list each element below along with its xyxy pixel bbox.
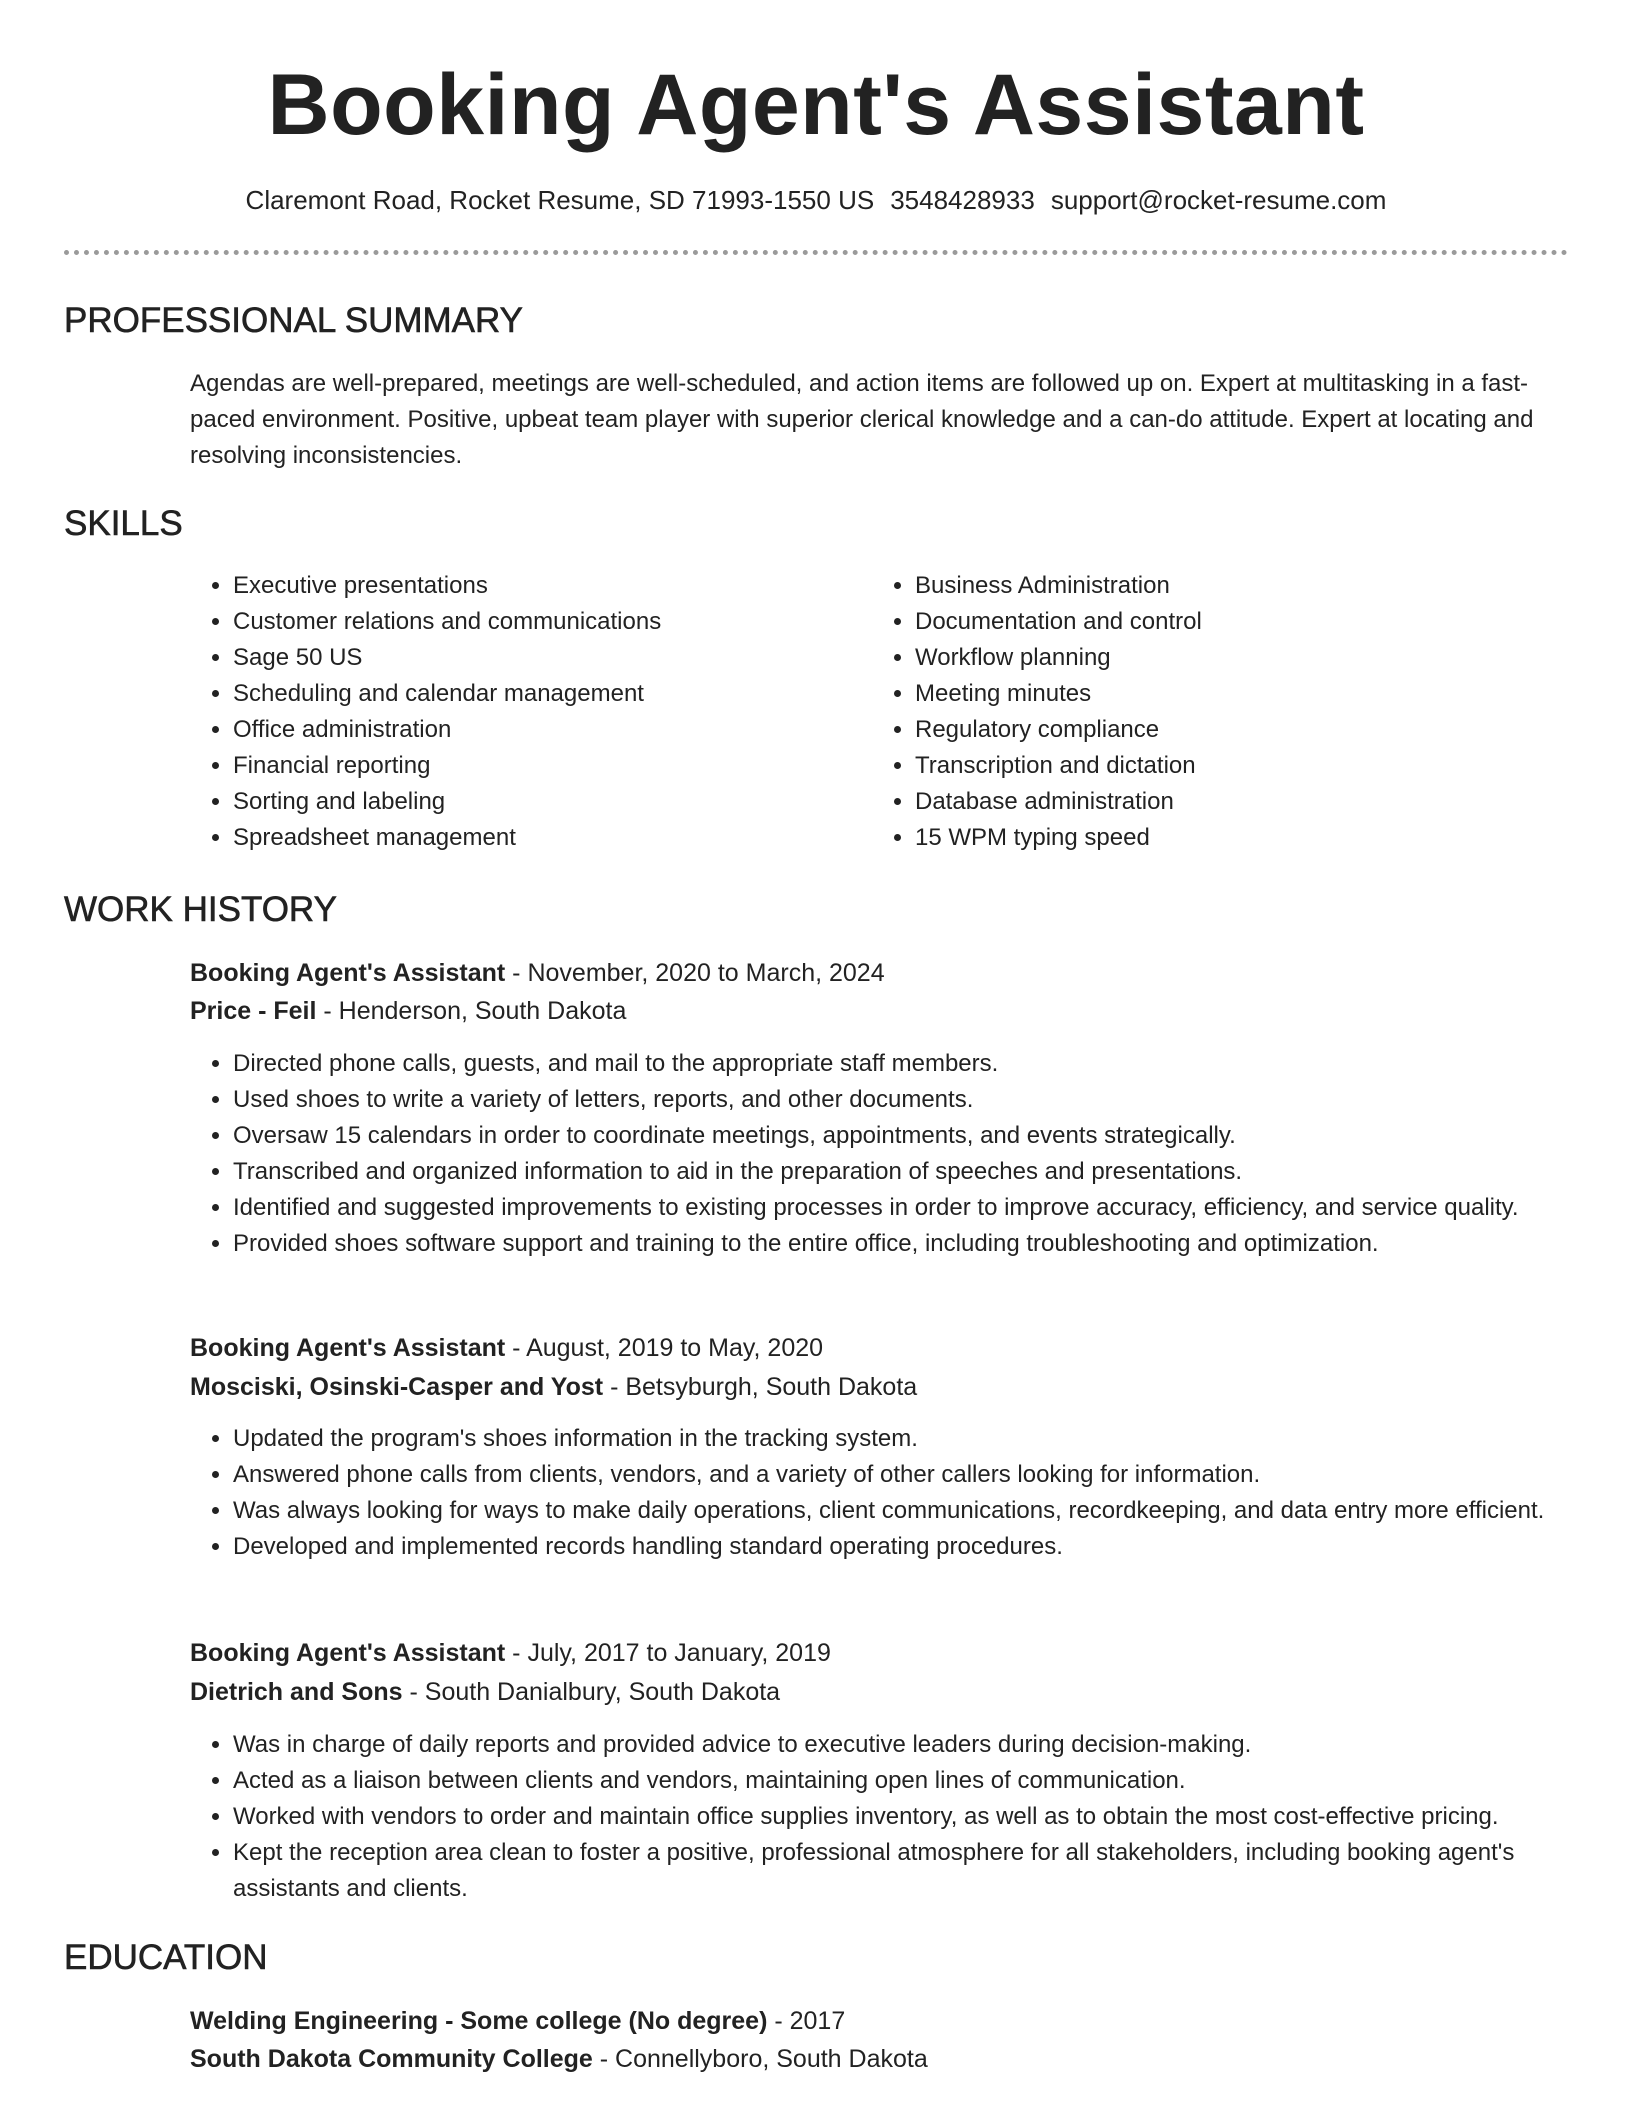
skill-item: • Database administration: [915, 784, 1555, 820]
education-degree: Welding Engineering - Some college (No degree): [190, 2007, 768, 2035]
work-heading: WORK HISTORY: [64, 890, 337, 929]
summary-text: Agendas are well-prepared, meetings are well-scheduled, and action items are followed up on. Expert at multitasking in a fast-paced environment. Positive, upbeat team player with superior clerical knowledge and a can-do attitude. Expert at locating and resolving inconsistencies.: [190, 370, 1534, 469]
skill-item: • Transcription and dictation: [915, 748, 1555, 784]
job-bullet: • Updated the program's shoes information in the tracking system.: [233, 1421, 1613, 1457]
job-dates: - August, 2019 to May, 2020: [505, 1334, 824, 1362]
skill-item: • Workflow planning: [915, 640, 1555, 676]
skills-list-left: [190, 568, 853, 856]
job-role: Booking Agent's Assistant: [190, 1639, 506, 1667]
education-degree-line: [190, 2002, 845, 2040]
skill-item: • Office administration: [233, 712, 853, 748]
job-bullet: • Worked with vendors to order and maintain office supplies inventory, as well as to obtain the most cost-effective pricing.: [233, 1799, 1613, 1835]
skill-item: • Scheduling and calendar management: [233, 676, 853, 712]
job-bullet: • Acted as a liaison between clients and vendors, maintaining open lines of communication.: [233, 1763, 1613, 1799]
job-bullet: • Answered phone calls from clients, vendors, and a variety of other callers looking for information.: [233, 1457, 1613, 1493]
job-bullets: [190, 1727, 1613, 1907]
job-company-line: [190, 1368, 917, 1406]
job-bullets: [190, 1421, 1613, 1565]
job-title-line: [190, 1329, 823, 1367]
job-bullets: [190, 1046, 1613, 1262]
skill-item: • Business Administration: [915, 568, 1555, 604]
job-bullet: • Identified and suggested improvements to existing processes in order to improve accuracy, efficiency, and service quality.: [233, 1190, 1613, 1226]
job-title-line: [190, 1634, 831, 1672]
skill-item: • Customer relations and communications: [233, 604, 853, 640]
job-dates: - November, 2020 to March, 2024: [505, 959, 885, 987]
job-bullet: • Transcribed and organized information to aid in the preparation of speeches and presentations.: [233, 1154, 1613, 1190]
job-company: Mosciski, Osinski-Casper and Yost: [190, 1373, 604, 1401]
skill-item: • Spreadsheet management: [233, 820, 853, 856]
resume-name: Booking Agent's Assistant: [267, 57, 1365, 153]
job-bullet: • Used shoes to write a variety of letters, reports, and other documents.: [233, 1082, 1613, 1118]
education-location: - Connellyboro, South Dakota: [592, 2045, 928, 2073]
job-company-line: [190, 992, 626, 1030]
contact-address: Claremont Road, Rocket Resume, SD 71993-1550 US: [245, 185, 875, 215]
job-title-line: [190, 954, 885, 992]
job-bullet: • Was always looking for ways to make daily operations, client communications, recordkeeping, and data entry more efficient.: [233, 1493, 1613, 1529]
skill-item: • Executive presentations: [233, 568, 853, 604]
job-bullet: • Directed phone calls, guests, and mail to the appropriate staff members.: [233, 1046, 1613, 1082]
job-bullet: • Oversaw 15 calendars in order to coordinate meetings, appointments, and events strategically.: [233, 1118, 1613, 1154]
job-location: - South Danialbury, South Dakota: [402, 1678, 781, 1706]
job-role: Booking Agent's Assistant: [190, 959, 506, 987]
job-bullet: • Was in charge of daily reports and provided advice to executive leaders during decision-making.: [233, 1727, 1613, 1763]
job-dates: - July, 2017 to January, 2019: [505, 1639, 831, 1667]
education-heading: EDUCATION: [64, 1938, 268, 1977]
skill-item: • Financial reporting: [233, 748, 853, 784]
job-company: Price - Feil: [190, 997, 317, 1025]
job-company-line: [190, 1673, 780, 1711]
job-bullet: • Developed and implemented records handling standard operating procedures.: [233, 1529, 1613, 1565]
skill-item: • Documentation and control: [915, 604, 1555, 640]
skill-item: • 15 WPM typing speed: [915, 820, 1555, 856]
job-company: Dietrich and Sons: [190, 1678, 403, 1706]
summary-heading: PROFESSIONAL SUMMARY: [64, 301, 523, 340]
education-school-line: [190, 2040, 928, 2078]
skill-item: • Sage 50 US: [233, 640, 853, 676]
education-year: - 2017: [767, 2007, 846, 2035]
job-bullet: • Provided shoes software support and training to the entire office, including troubleshooting and optimization.: [233, 1226, 1613, 1262]
skills-heading: SKILLS: [64, 504, 183, 543]
job-location: - Henderson, South Dakota: [316, 997, 627, 1025]
contact-line: [0, 182, 1632, 218]
skill-item: • Regulatory compliance: [915, 712, 1555, 748]
contact-email: support@rocket-resume.com: [1050, 185, 1387, 215]
skills-list-right: [872, 568, 1555, 856]
skill-item: • Meeting minutes: [915, 676, 1555, 712]
job-role: Booking Agent's Assistant: [190, 1334, 506, 1362]
education-school: South Dakota Community College: [190, 2045, 593, 2073]
job-bullet: • Kept the reception area clean to foster a positive, professional atmosphere for all stakeholders, including booking agent's assistants and clients.: [233, 1835, 1613, 1907]
job-location: - Betsyburgh, South Dakota: [603, 1373, 918, 1401]
header-divider: [64, 250, 1568, 255]
skill-item: • Sorting and labeling: [233, 784, 853, 820]
contact-phone: 3548428933: [890, 185, 1035, 215]
